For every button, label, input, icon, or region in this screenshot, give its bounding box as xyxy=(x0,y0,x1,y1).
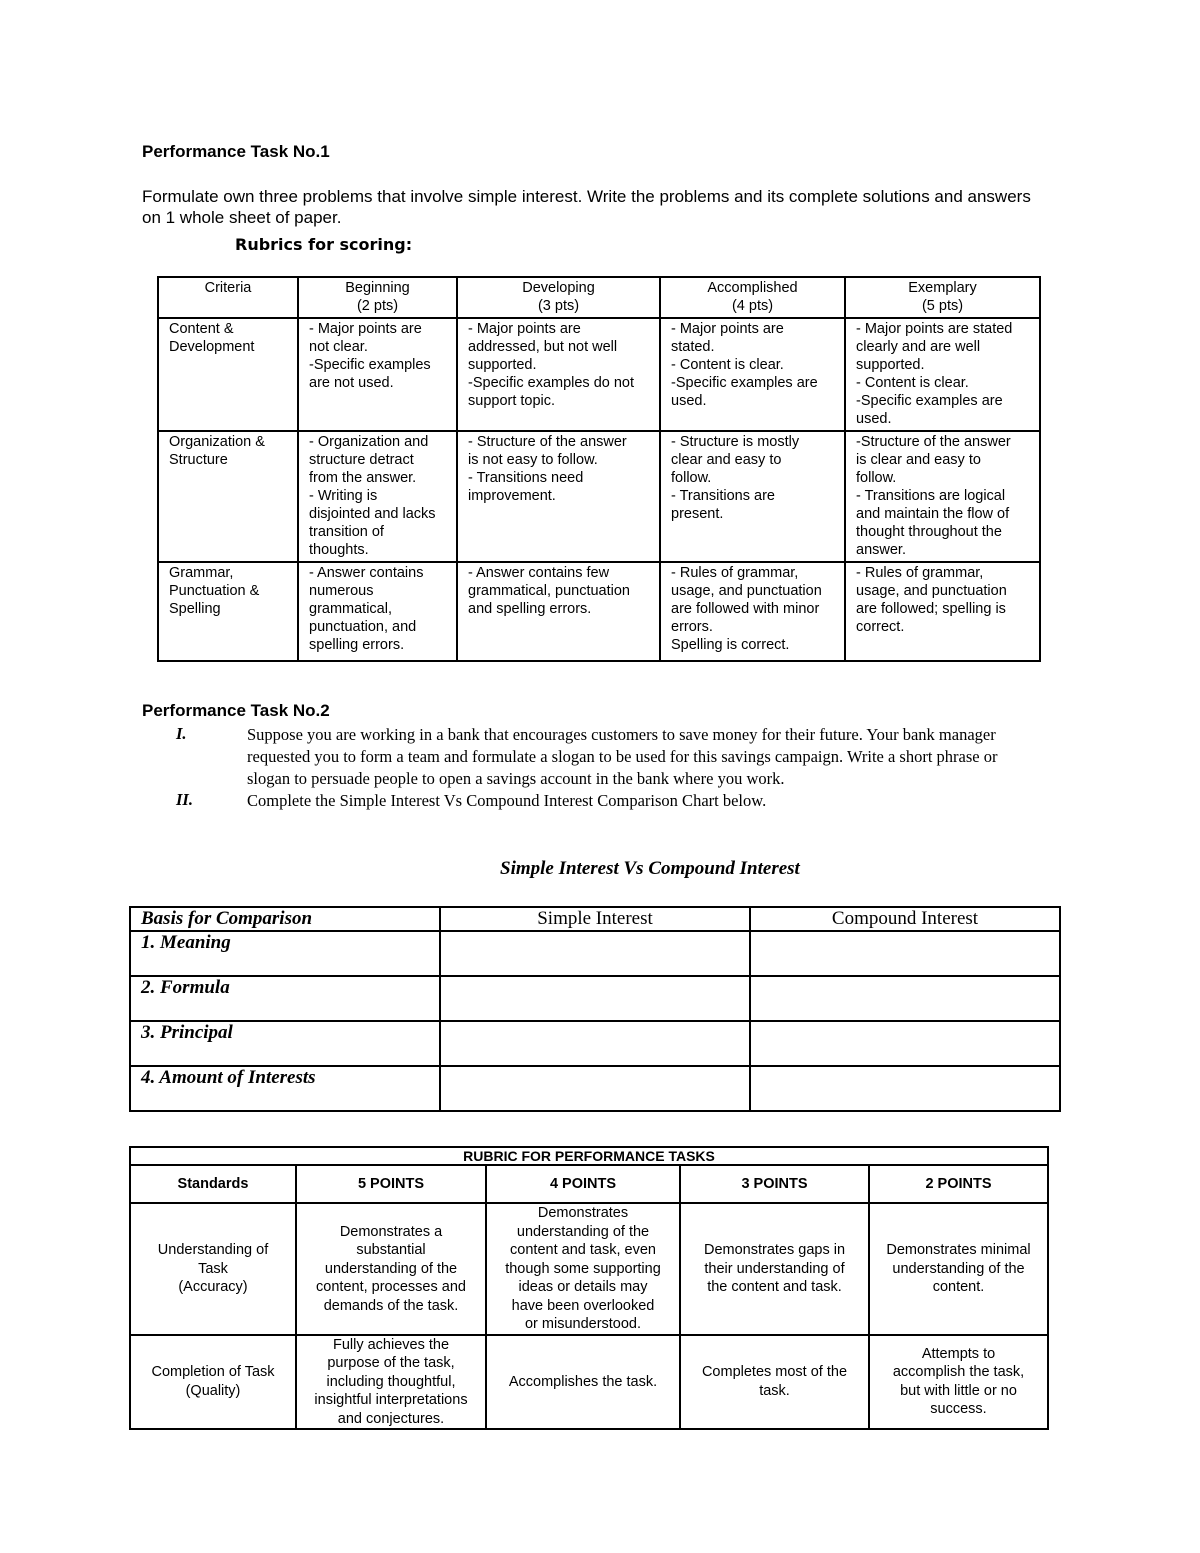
simple-interest-answer-cell[interactable] xyxy=(440,931,750,976)
header-label: Accomplished xyxy=(707,280,798,296)
rubric-row xyxy=(158,318,1040,431)
header-label: Exemplary xyxy=(908,280,977,296)
item-number: II. xyxy=(176,790,193,809)
performance-rubric-header-cell: 2 POINTS xyxy=(869,1165,1048,1203)
performance-rubric-title-row xyxy=(130,1147,1048,1165)
performance-rubric-cell xyxy=(680,1335,869,1430)
comparison-table xyxy=(129,906,1061,1112)
text-line: correct. xyxy=(856,619,905,635)
text-line: not clear. xyxy=(309,339,368,355)
text-line: Task xyxy=(198,1260,228,1277)
text-line: Demonstrates a xyxy=(339,1223,443,1240)
text-line: Accomplishes the task. xyxy=(508,1373,658,1390)
task2-item-text xyxy=(247,724,1087,790)
text-line: including thoughtful, xyxy=(326,1373,456,1390)
text-line: - Transitions are logical xyxy=(856,488,1006,504)
text-line: from the answer. xyxy=(309,470,417,486)
text-line: - Transitions need xyxy=(468,470,584,486)
text-line: Content & xyxy=(169,321,234,337)
text-line: insightful interpretations xyxy=(314,1392,468,1408)
performance-rubric-cell xyxy=(486,1335,680,1430)
text-line: - Major points are xyxy=(468,321,581,337)
comparison-row xyxy=(130,931,1060,976)
performance-rubric-header-cell: Standards xyxy=(130,1165,296,1203)
text-line: grammatical, xyxy=(309,601,392,617)
rubric-header-cell xyxy=(298,277,457,318)
rubric-cell xyxy=(457,562,660,661)
text-line: clearly and are well xyxy=(856,339,981,355)
text-line: Understanding of xyxy=(157,1242,269,1258)
text-line: content and task, even xyxy=(510,1242,656,1258)
text-line: Structure xyxy=(169,452,228,468)
simple-interest-answer-cell[interactable] xyxy=(440,1066,750,1111)
text-line: Fully achieves the xyxy=(332,1336,450,1353)
text-line: addressed, but not well xyxy=(468,339,618,355)
text-line: understanding of the xyxy=(324,1260,458,1277)
header-points: (4 pts) xyxy=(731,298,774,314)
compound-interest-answer-cell[interactable] xyxy=(750,1021,1060,1066)
performance-rubric-title: RUBRIC FOR PERFORMANCE TASKS xyxy=(130,1147,1048,1165)
text-line: understanding of the xyxy=(516,1223,650,1240)
text-line: (Accuracy) xyxy=(178,1279,248,1295)
task1-instruction-line: on 1 whole sheet of paper. xyxy=(142,208,342,227)
rubric-cell xyxy=(845,562,1040,661)
criteria-cell xyxy=(158,318,298,431)
rubric-header-cell xyxy=(158,277,298,318)
text-line: answer. xyxy=(856,542,906,558)
rubric-header-row xyxy=(158,277,1040,318)
text-line: ideas or details may xyxy=(518,1279,648,1295)
text-line: Attempts to xyxy=(921,1345,996,1362)
header-points: (2 pts) xyxy=(356,298,399,314)
text-line: Demonstrates xyxy=(537,1205,629,1221)
text-line: -Specific examples do not xyxy=(468,375,635,391)
text-line: punctuation, and xyxy=(309,619,417,635)
performance-rubric-cell xyxy=(869,1203,1048,1335)
performance-rubric-table xyxy=(129,1146,1049,1430)
text-line: - Transitions are xyxy=(671,488,775,504)
text-line: clear and easy to xyxy=(671,452,782,468)
header-label: Criteria xyxy=(204,280,252,296)
text-line: Organization & xyxy=(169,434,265,450)
comparison-basis-cell: 4. Amount of Interests xyxy=(130,1066,440,1111)
text-line: -Specific examples xyxy=(309,357,431,373)
compound-interest-answer-cell[interactable] xyxy=(750,931,1060,976)
text-line: thoughts. xyxy=(309,542,369,558)
text-line: - Rules of grammar, xyxy=(856,565,984,581)
text-line: follow. xyxy=(856,470,897,486)
text-line: are not used. xyxy=(309,375,394,391)
comparison-row xyxy=(130,1066,1060,1111)
performance-rubric-cell xyxy=(680,1203,869,1335)
text-line: spelling errors. xyxy=(309,637,405,653)
compound-interest-answer-cell[interactable] xyxy=(750,976,1060,1021)
text-line: used. xyxy=(671,393,707,409)
rubric-cell xyxy=(298,318,457,431)
text-line: Spelling is correct. xyxy=(671,637,790,653)
performance-rubric-header-row xyxy=(130,1165,1048,1203)
text-line: - Structure is mostly xyxy=(671,434,800,450)
text-line: is not easy to follow. xyxy=(468,452,598,468)
text-line: but with little or no xyxy=(900,1382,1017,1399)
text-line: supported. xyxy=(468,357,537,373)
text-line: support topic. xyxy=(468,393,556,409)
performance-rubric-row xyxy=(130,1335,1048,1430)
comparison-basis-cell: 3. Principal xyxy=(130,1021,440,1066)
text-line: their understanding of xyxy=(704,1260,845,1277)
rubric-cell xyxy=(845,318,1040,431)
text-line: - Content is clear. xyxy=(856,375,969,391)
text-line: stated. xyxy=(671,339,715,355)
rubric-header-cell xyxy=(845,277,1040,318)
rubric-header-cell xyxy=(660,277,845,318)
text-line: present. xyxy=(671,506,724,522)
text-line: improvement. xyxy=(468,488,556,504)
rubric-cell xyxy=(660,318,845,431)
rubric-cell xyxy=(457,318,660,431)
performance-rubric-header-cell: 4 POINTS xyxy=(486,1165,680,1203)
item-number: I. xyxy=(176,724,187,743)
performance-rubric-header-cell: 3 POINTS xyxy=(680,1165,869,1203)
performance-rubric-cell xyxy=(869,1335,1048,1430)
text-line: though some supporting xyxy=(505,1260,661,1277)
rubric-cell xyxy=(845,431,1040,562)
text-line: Complete the Simple Interest Vs Compound Interest Comparison Chart below. xyxy=(247,791,767,810)
text-line: or misunderstood. xyxy=(524,1316,642,1332)
text-line: task. xyxy=(759,1382,790,1399)
rubric-heading: Rubrics for scoring: xyxy=(235,235,413,254)
text-line: Demonstrates minimal xyxy=(886,1242,1031,1258)
comparison-basis-cell: 2. Formula xyxy=(130,976,440,1021)
task2-title: Performance Task No.2 xyxy=(142,701,330,720)
text-line: grammatical, punctuation xyxy=(468,583,630,599)
text-line: - Structure of the answer xyxy=(468,434,627,450)
text-line: Punctuation & xyxy=(169,583,260,599)
text-line: disjointed and lacks xyxy=(309,506,436,522)
text-line: and conjectures. xyxy=(337,1410,445,1427)
text-line: Completion of Task xyxy=(151,1364,275,1381)
text-line: success. xyxy=(930,1401,987,1418)
rubric-header-cell xyxy=(457,277,660,318)
text-line: requested you to form a team and formulate a slogan to be used for this savings campaign. Write a short phrase or xyxy=(247,747,998,766)
rubric-cell xyxy=(660,562,845,661)
text-line: are followed; spelling is xyxy=(856,601,1006,617)
text-line: are followed with minor xyxy=(671,601,820,617)
text-line: - Content is clear. xyxy=(671,357,784,373)
text-line: and spelling errors. xyxy=(468,601,592,617)
header-points: (5 pts) xyxy=(921,298,964,314)
rubric-cell xyxy=(298,431,457,562)
text-line: usage, and punctuation xyxy=(671,583,822,599)
header-label: Beginning xyxy=(345,280,410,296)
header-label: Developing xyxy=(522,280,595,296)
rubric-row xyxy=(158,431,1040,562)
text-line: - Rules of grammar, xyxy=(671,565,799,581)
text-line: substantial xyxy=(356,1242,426,1258)
comparison-header-cell: Compound Interest xyxy=(750,907,1060,931)
comparison-header-cell: Basis for Comparison xyxy=(130,907,440,931)
task1-title: Performance Task No.1 xyxy=(142,142,330,161)
text-line: -Specific examples are xyxy=(856,393,1003,409)
text-line: slogan to persuade people to open a savings account in the bank where you work. xyxy=(247,769,785,788)
performance-rubric-row xyxy=(130,1203,1048,1335)
rubric-cell xyxy=(457,431,660,562)
comparison-basis-cell: 1. Meaning xyxy=(130,931,440,976)
text-line: - Answer contains xyxy=(309,565,424,581)
text-line: purpose of the task, xyxy=(327,1355,455,1371)
criteria-cell xyxy=(158,431,298,562)
standard-cell xyxy=(130,1203,296,1335)
rubric-table xyxy=(157,276,1041,662)
text-line: numerous xyxy=(309,583,374,599)
text-line: - Major points are xyxy=(309,321,422,337)
text-line: thought throughout the xyxy=(856,524,1002,540)
simple-interest-answer-cell[interactable] xyxy=(440,976,750,1021)
comparison-title: Simple Interest Vs Compound Interest xyxy=(500,858,800,879)
text-line: the content and task. xyxy=(707,1279,842,1295)
text-line: Completes most of the xyxy=(701,1364,848,1381)
text-line: - Answer contains few xyxy=(468,565,610,581)
text-line: (Quality) xyxy=(185,1382,241,1399)
rubric-row xyxy=(158,562,1040,661)
task1-instruction-line: Formulate own three problems that involve simple interest. Write the problems and its complete solutions and answers xyxy=(142,187,1031,206)
text-line: structure detract xyxy=(309,452,414,468)
text-line: content. xyxy=(932,1279,985,1295)
text-line: -Specific examples are xyxy=(671,375,818,391)
performance-rubric-cell xyxy=(486,1203,680,1335)
text-line: Suppose you are working in a bank that encourages customers to save money for their future. Your bank manager xyxy=(247,725,996,744)
comparison-row xyxy=(130,976,1060,1021)
text-line: Demonstrates gaps in xyxy=(703,1242,846,1258)
task2-item-text xyxy=(247,790,1087,812)
task1-instructions xyxy=(142,186,1031,228)
simple-interest-answer-cell[interactable] xyxy=(440,1021,750,1066)
performance-rubric-header-cell: 5 POINTS xyxy=(296,1165,486,1203)
text-line: - Major points are xyxy=(671,321,784,337)
text-line: accomplish the task, xyxy=(892,1364,1025,1381)
text-line: follow. xyxy=(671,470,712,486)
rubric-cell xyxy=(660,431,845,562)
text-line: - Major points are stated xyxy=(856,321,1013,337)
text-line: understanding of the xyxy=(892,1260,1025,1277)
text-line: supported. xyxy=(856,357,925,373)
header-points: (3 pts) xyxy=(537,298,580,314)
text-line: - Writing is xyxy=(309,488,378,504)
standard-cell xyxy=(130,1335,296,1430)
performance-rubric-cell xyxy=(296,1203,486,1335)
comparison-header-row xyxy=(130,907,1060,931)
text-line: have been overlooked xyxy=(511,1297,655,1314)
text-line: usage, and punctuation xyxy=(856,583,1007,599)
text-line: errors. xyxy=(671,619,713,635)
text-line: content, processes and xyxy=(316,1279,466,1295)
text-line: demands of the task. xyxy=(323,1297,459,1314)
text-line: is clear and easy to xyxy=(856,452,981,468)
compound-interest-answer-cell[interactable] xyxy=(750,1066,1060,1111)
text-line: Development xyxy=(169,339,255,355)
comparison-header-cell: Simple Interest xyxy=(440,907,750,931)
comparison-row xyxy=(130,1021,1060,1066)
criteria-cell xyxy=(158,562,298,661)
text-line: used. xyxy=(856,411,892,427)
rubric-cell xyxy=(298,562,457,661)
text-line: transition of xyxy=(309,524,384,540)
text-line: Grammar, xyxy=(169,565,234,581)
text-line: -Structure of the answer xyxy=(856,434,1011,450)
text-line: - Organization and xyxy=(309,434,429,450)
performance-rubric-cell xyxy=(296,1335,486,1430)
text-line: Spelling xyxy=(169,601,221,617)
text-line: and maintain the flow of xyxy=(856,506,1010,522)
